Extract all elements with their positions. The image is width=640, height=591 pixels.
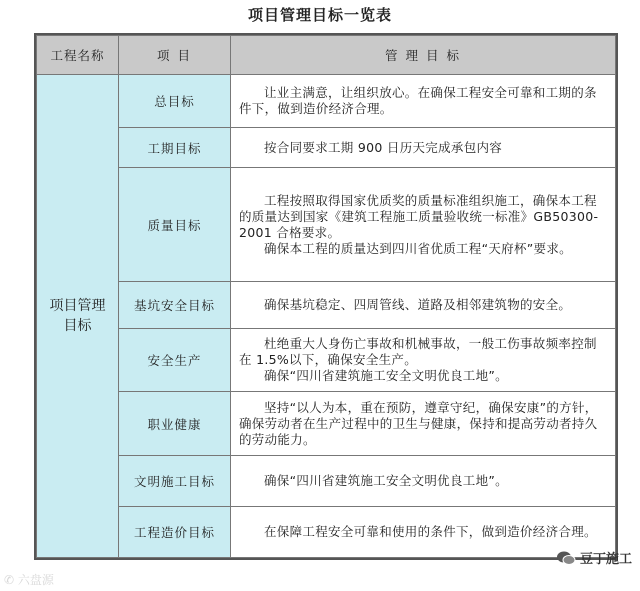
target-text: 按合同要求工期 900 日历天完成承包内容 — [264, 139, 503, 155]
target-cell — [231, 328, 616, 391]
watermark-left-text: 六盘源 — [17, 573, 54, 587]
target-text: 在保障工程安全可靠和使用的条件下，做到造价经济合理。 — [264, 524, 597, 540]
weibo-icon: ✆ — [4, 573, 15, 587]
target-cell — [231, 391, 616, 456]
table-row — [37, 75, 616, 128]
table-row — [37, 456, 616, 507]
project-name-text: 项目管理目标 — [49, 298, 106, 334]
wechat-icon — [556, 550, 576, 566]
target-text: 坚持“以人为本，重在预防，遵章守纪，确保安康”的方针，确保劳动者在生产过程中的卫生与健康，保持和提高劳动者持久的劳动能力。 — [239, 399, 598, 447]
target-text: 工程按照取得国家优质奖的质量标准组织施工，确保本工程的质量达到国家《建筑工程施工质量验收统一标准》GB50300-2001 合格要求。 — [239, 192, 599, 240]
header-target: 管 理 目 标 — [231, 36, 616, 75]
item-cell: 工期目标 — [119, 127, 231, 168]
target-cell — [231, 168, 616, 282]
header-row — [37, 36, 616, 75]
target-text: 让业主满意，让组织放心。在确保工程安全可靠和工期的条件下，做到造价经济合理。 — [239, 84, 597, 116]
target-text: 确保“四川省建筑施工安全文明优良工地”。 — [264, 367, 508, 383]
item-cell: 工程造价目标 — [119, 507, 231, 558]
item-cell: 质量目标 — [119, 168, 231, 282]
target-cell — [231, 281, 616, 328]
table-row — [37, 281, 616, 328]
target-cell — [231, 456, 616, 507]
goals-table — [34, 33, 618, 560]
table-row — [37, 328, 616, 391]
target-cell — [231, 127, 616, 168]
table-row — [37, 391, 616, 456]
watermark-left — [4, 571, 54, 588]
header-item: 项 目 — [119, 36, 231, 75]
page-title: 项目管理目标一览表 — [247, 6, 392, 24]
item-cell: 总目标 — [119, 75, 231, 128]
table-row — [37, 507, 616, 558]
project-name-cell — [37, 75, 119, 558]
item-cell: 文明施工目标 — [119, 456, 231, 507]
item-cell: 职业健康 — [119, 391, 231, 456]
watermark-right — [556, 548, 632, 567]
target-text: 杜绝重大人身伤亡事故和机械事故，一般工伤事故频率控制在 1.5%以下，确保安全生产。 — [239, 335, 597, 367]
watermark-right-text: 豆丁施工 — [579, 552, 632, 567]
target-cell — [231, 75, 616, 128]
target-text: 确保本工程的质量达到四川省优质工程“天府杯”要求。 — [264, 240, 572, 256]
header-project-name: 工程名称 — [37, 36, 119, 75]
target-text: 确保“四川省建筑施工安全文明优良工地”。 — [264, 473, 508, 489]
target-text: 确保基坑稳定、四周管线、道路及相邻建筑物的安全。 — [264, 296, 572, 312]
table-row — [37, 168, 616, 282]
item-cell: 基坑安全目标 — [119, 281, 231, 328]
table-row — [37, 127, 616, 168]
item-cell: 安全生产 — [119, 328, 231, 391]
